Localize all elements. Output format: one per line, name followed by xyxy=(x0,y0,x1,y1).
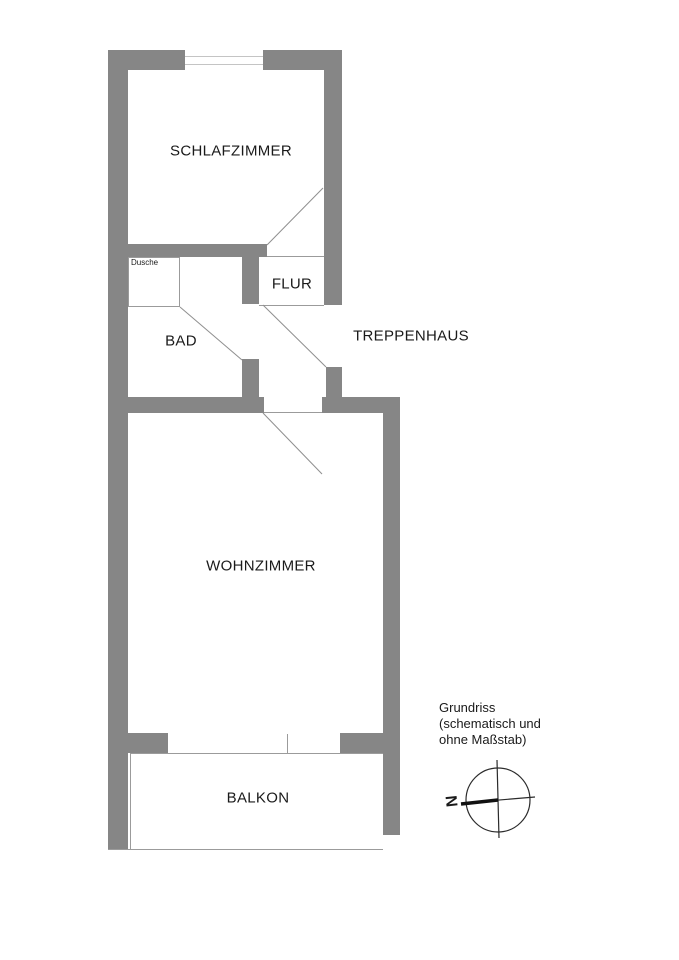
wall-outer-left xyxy=(108,50,128,850)
dusche-label: Dusche xyxy=(131,258,159,267)
wall-bad-flur-divider-stub xyxy=(242,359,259,397)
schlafzimmer-label: SCHLAFZIMMER xyxy=(170,142,292,160)
treppenhaus-label: TREPPENHAUS xyxy=(353,327,469,345)
wohnzimmer-door-swing xyxy=(263,413,322,474)
schlafzimmer-window-line-2 xyxy=(185,64,263,65)
wohnzimmer-label: WOHNZIMMER xyxy=(206,557,316,575)
wall-schlafzimmer-bottom xyxy=(108,244,267,257)
schlafzimmer-door-threshold xyxy=(267,256,324,257)
bad-label: BAD xyxy=(165,332,197,350)
wall-wohnzimmer-bottom-left xyxy=(108,733,168,753)
schlafzimmer-window-line-1 xyxy=(185,56,263,57)
compass-horizontal-axis xyxy=(463,797,535,803)
compass-vertical-axis xyxy=(497,760,499,838)
schlafzimmer-door-swing xyxy=(267,188,323,245)
wall-entrance-stub xyxy=(326,367,342,397)
compass-north-pointer xyxy=(461,800,498,804)
plan-annotation xyxy=(439,700,541,748)
wall-bad-bottom xyxy=(108,397,264,413)
balkon-bottom-line xyxy=(108,849,383,850)
balkon-top-line xyxy=(130,753,383,754)
entrance-door-swing xyxy=(263,305,326,367)
wall-treppenhaus-bottom xyxy=(322,397,400,413)
compass-circle xyxy=(466,768,530,832)
wall-right-upper xyxy=(324,50,342,305)
compass-north-label: N xyxy=(443,794,462,808)
balkon-door-divider-tick xyxy=(287,734,288,753)
wall-wohnzimmer-bottom-right xyxy=(340,733,383,753)
annotation-line-1: Grundriss xyxy=(439,700,496,715)
wall-right-lower xyxy=(383,413,400,835)
flur-label: FLUR xyxy=(271,275,313,293)
annotation-line-3: ohne Maßstab) xyxy=(439,732,527,747)
flur-threshold xyxy=(259,305,324,306)
wall-top-left-segment xyxy=(108,50,185,70)
balkon-left-line xyxy=(130,753,131,849)
balkon-label: BALKON xyxy=(226,789,290,807)
wall-bad-flur-divider-upper xyxy=(242,257,259,304)
wohnzimmer-door-threshold xyxy=(264,412,322,413)
annotation-line-2: (schematisch und xyxy=(439,716,541,731)
